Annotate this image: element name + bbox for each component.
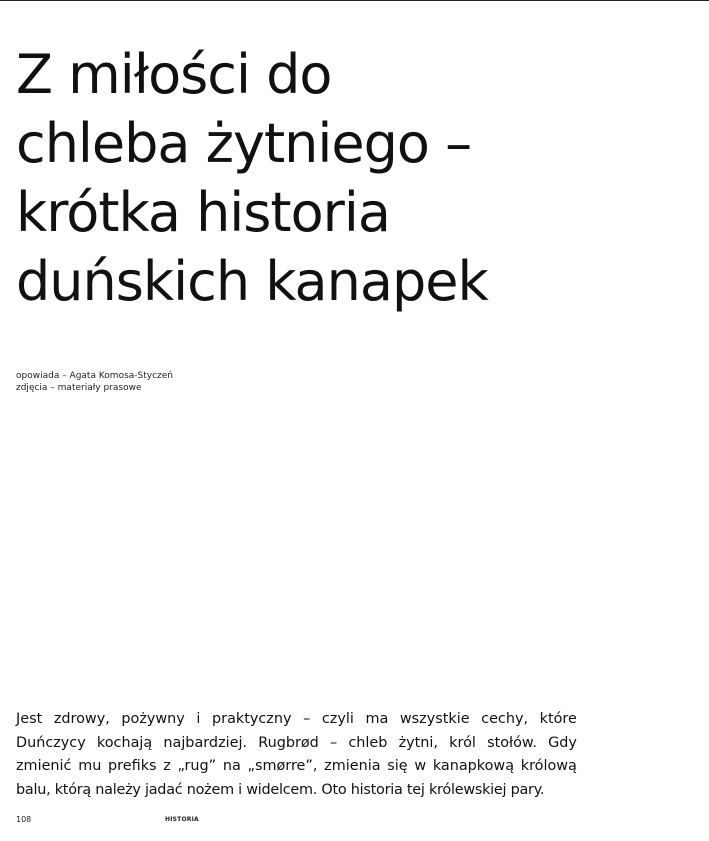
lead-word: mu xyxy=(78,758,102,774)
lead-word: które xyxy=(539,711,577,727)
lead-line xyxy=(16,708,577,732)
lead-word: czyli xyxy=(321,711,354,727)
lead-word: zmienia xyxy=(324,758,381,774)
lead-word: Rugbrød xyxy=(258,734,319,751)
article-credits xyxy=(16,371,173,394)
section-label: HISTORIA xyxy=(165,816,199,823)
lead-word: kanapkową xyxy=(432,758,515,774)
lead-word: Jest xyxy=(16,711,43,727)
lead-word: żytni, xyxy=(398,734,438,751)
lead-word: stołów. xyxy=(487,734,537,751)
title-line-2: chleba żytniego – xyxy=(16,112,472,175)
lead-word: – xyxy=(330,734,338,751)
top-rule xyxy=(0,0,709,1)
page-number: 108 xyxy=(16,815,32,824)
lead-word: – xyxy=(303,711,311,727)
lead-word: się xyxy=(387,758,408,774)
lead-word: i xyxy=(196,711,201,727)
lead-word: chleb xyxy=(348,734,388,751)
lead-word: „rug” xyxy=(177,758,217,774)
lead-word: zmienić xyxy=(16,758,72,774)
lead-word: w xyxy=(414,758,427,774)
lead-word: prefiks xyxy=(108,758,157,774)
lead-word: ma xyxy=(365,711,389,727)
lead-word: król xyxy=(449,734,476,751)
lead-line xyxy=(16,755,577,779)
lead-word: praktyczny xyxy=(212,711,292,727)
lead-word: balu, którą należy jadać nożem i widelcem. Oto historia tej królewskiej pary. xyxy=(16,781,545,798)
lead-word: królową xyxy=(520,758,577,774)
lead-word: cechy, xyxy=(481,711,529,727)
lead-word: zdrowy, xyxy=(53,711,110,727)
title-line-3: krótka historia xyxy=(16,181,390,244)
lead-word: Duńczycy xyxy=(16,734,86,751)
article-title xyxy=(16,40,696,316)
lead-word: Gdy xyxy=(548,734,577,751)
lead-word: wszystkie xyxy=(399,711,470,727)
lead-word: na xyxy=(222,758,241,774)
lead-word: z xyxy=(163,758,171,774)
lead-line xyxy=(16,732,577,756)
lead-word: najbardziej. xyxy=(163,734,248,751)
lead-word: kochają xyxy=(96,734,153,751)
title-line-4: duńskich kanapek xyxy=(16,250,488,313)
lead-word: pożywny xyxy=(121,711,185,727)
lead-word: „smørre”, xyxy=(247,758,318,774)
article-lead xyxy=(16,708,577,802)
lead-line xyxy=(16,779,577,803)
title-line-1: Z miłości do xyxy=(16,43,332,106)
photo-credit: zdjęcia – materiały prasowe xyxy=(16,382,142,393)
author-credit: opowiada – Agata Komosa-Styczeń xyxy=(16,371,174,381)
